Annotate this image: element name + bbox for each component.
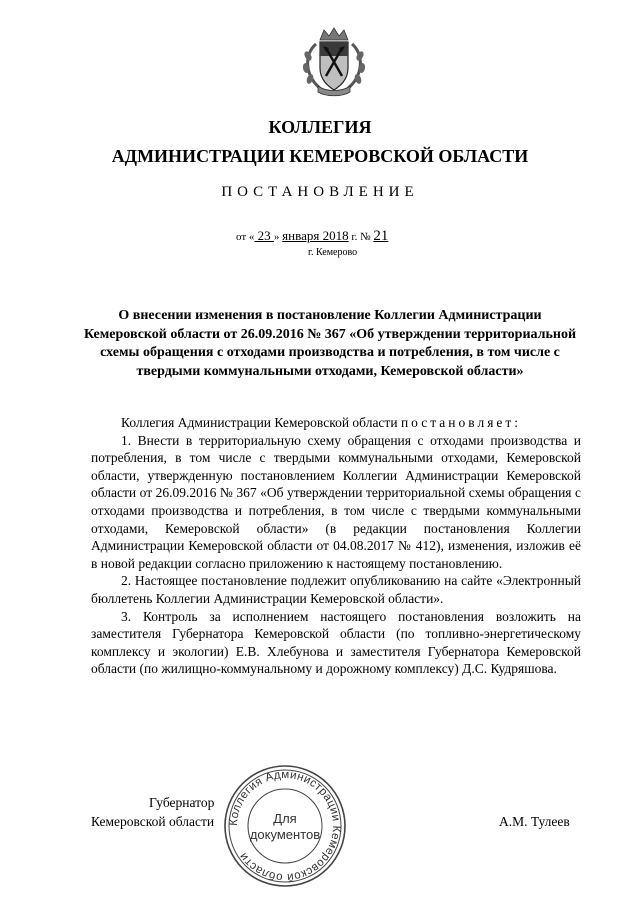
clause-3: 3. Контроль за исполнением настоящего постановления возложить на заместителя Губернатора Кемеровской области (по топливно-энергетическому комплексу и экологии) Е.В. Хлебунова и заместителя Губернатора Кемеровской области (по жилищно-коммунальному и дорожному комплексу) Д.С. Кудряшова. [91,608,581,677]
resolution-body [91,414,581,678]
document-type-title: ПОСТАНОВЛЕНИЕ [221,184,419,200]
collegium-heading: КОЛЛЕГИЯ [268,117,372,137]
date-mid: » [273,231,283,243]
clause-1: 1. Внести в территориальную схему обращения с отходами производства и потребления, в том числе с твердыми коммунальными отходами, Кемеровской области, утвержденную постановлением Коллегии Администрации Кемеровской области от 26.09.2016 № 367 «Об утверждении территориальной схемы обращения с отходами производства и потребления, в том числе с твердыми коммунальными отходами, Кемеровской области» (в редакции постановления Коллегии Администрации Кемеровской области от 04.08.2017 № 412), изменения, изложив её в новой редакции согласно приложению к настоящему постановлению. [91,432,581,571]
document-number-label: № [357,231,374,243]
date-year-suffix: г. [348,231,358,243]
coat-of-arms-emblem [296,26,372,98]
document-number: 21 [373,228,389,244]
official-stamp-seal [222,763,348,889]
signatory-role-line1: Губернатор [149,795,215,810]
date-prefix: от « [236,231,255,243]
stamp-center-line1: Для [273,811,297,826]
intro-text: Коллегия Администрации Кемеровской области [121,415,401,430]
intro-paragraph [91,414,581,432]
date-month-year: января 2018 [282,228,349,243]
intro-verb: постановляет: [400,415,522,430]
stamp-ring-text: Коллегия Администрации Кемеровской области [227,768,343,884]
administration-heading: АДМИНИСТРАЦИИ КЕМЕРОВСКОЙ ОБЛАСТИ [111,146,529,166]
signatory-name: А.М. Тулеев [499,814,570,829]
city-label: г. Кемерово [308,247,358,258]
svg-text:Коллегия Администрации Кемеров [228,769,342,883]
signatory-role-line2: Кемеровской области [91,814,215,829]
date-day: 23 [254,228,274,243]
resolution-title: О внесении изменения в постановление Коллегии Администрации Кемеровской области от 26.09.2016 № 367 «Об утверждении территориальной схемы обращения с отходами производства и потребления, в том числе с твердыми коммунальными отходами, Кемеровской области» [83,308,577,379]
clause-2: 2. Настоящее постановление подлежит опубликованию на сайте «Электронный бюллетень Коллегии Администрации Кемеровской области». [91,573,581,606]
stamp-center-line2: документов [249,827,321,842]
document-date-line [236,228,388,245]
